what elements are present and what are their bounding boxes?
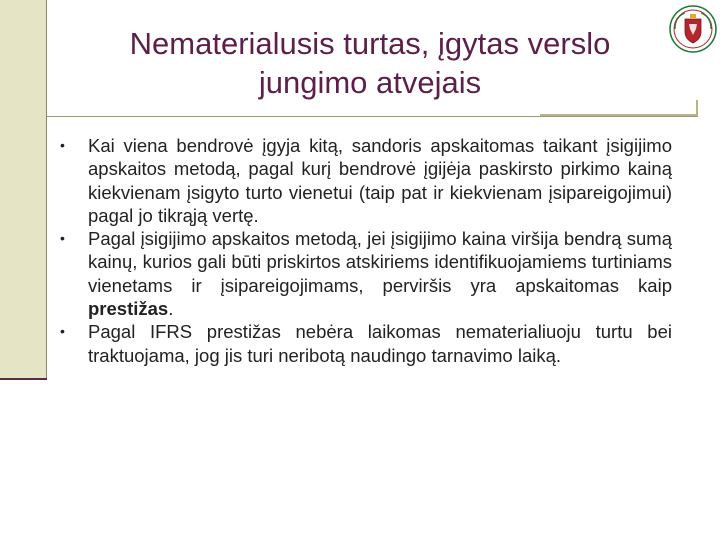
bullet-list (60, 134, 672, 367)
bullet-text: Pagal IFRS prestižas nebėra laikomas nematerialiuoju turtu bei traktuojama, jog jis turi neribotą naudingo tarnavimo laiką. (88, 321, 672, 366)
bullet-bold-term: prestižas (88, 298, 169, 320)
bullet-text: Kai viena bendrovė įgyja kitą, sandoris apskaitomas taikant įsigijimo apskaitos metodą, pagal kurį bendrovė įgijėja paskirsto pirkimo kainą kiekvienam įsigyto turto vienetui (taip pat ir kiekvienam įsipareigojimui) pagal jo tikrąją vertę. (88, 135, 672, 226)
university-crest-icon (669, 5, 717, 53)
bullet-text: Pagal įsigijimo apskaitos metodą, jei įsigijimo kaina viršija bendrą sumą kainų, kurios gali būti priskirtos atskiriems identifikuojamiems turtiniams vienetams ir įsipareigojimams, perviršis yra apskaitomas kaip (88, 228, 672, 296)
side-decor-bar (0, 0, 47, 380)
bullet-dot: • (60, 230, 65, 247)
bullet-text-end: . (168, 298, 174, 320)
bullet-item (60, 134, 672, 227)
slide-title (60, 24, 680, 102)
side-decor-line (46, 0, 47, 380)
side-decor-tick (0, 378, 47, 380)
bullet-dot: • (60, 137, 65, 153)
bullet-item (60, 227, 672, 320)
title-divider-accent (540, 100, 698, 116)
slide-title-line-2: jungimo atvejais (258, 65, 482, 100)
bullet-item (60, 320, 672, 367)
title-divider (47, 116, 698, 117)
slide-title-line-1: Nematerialusis turtas, įgytas verslo (129, 26, 611, 61)
bullet-dot: • (60, 323, 65, 340)
